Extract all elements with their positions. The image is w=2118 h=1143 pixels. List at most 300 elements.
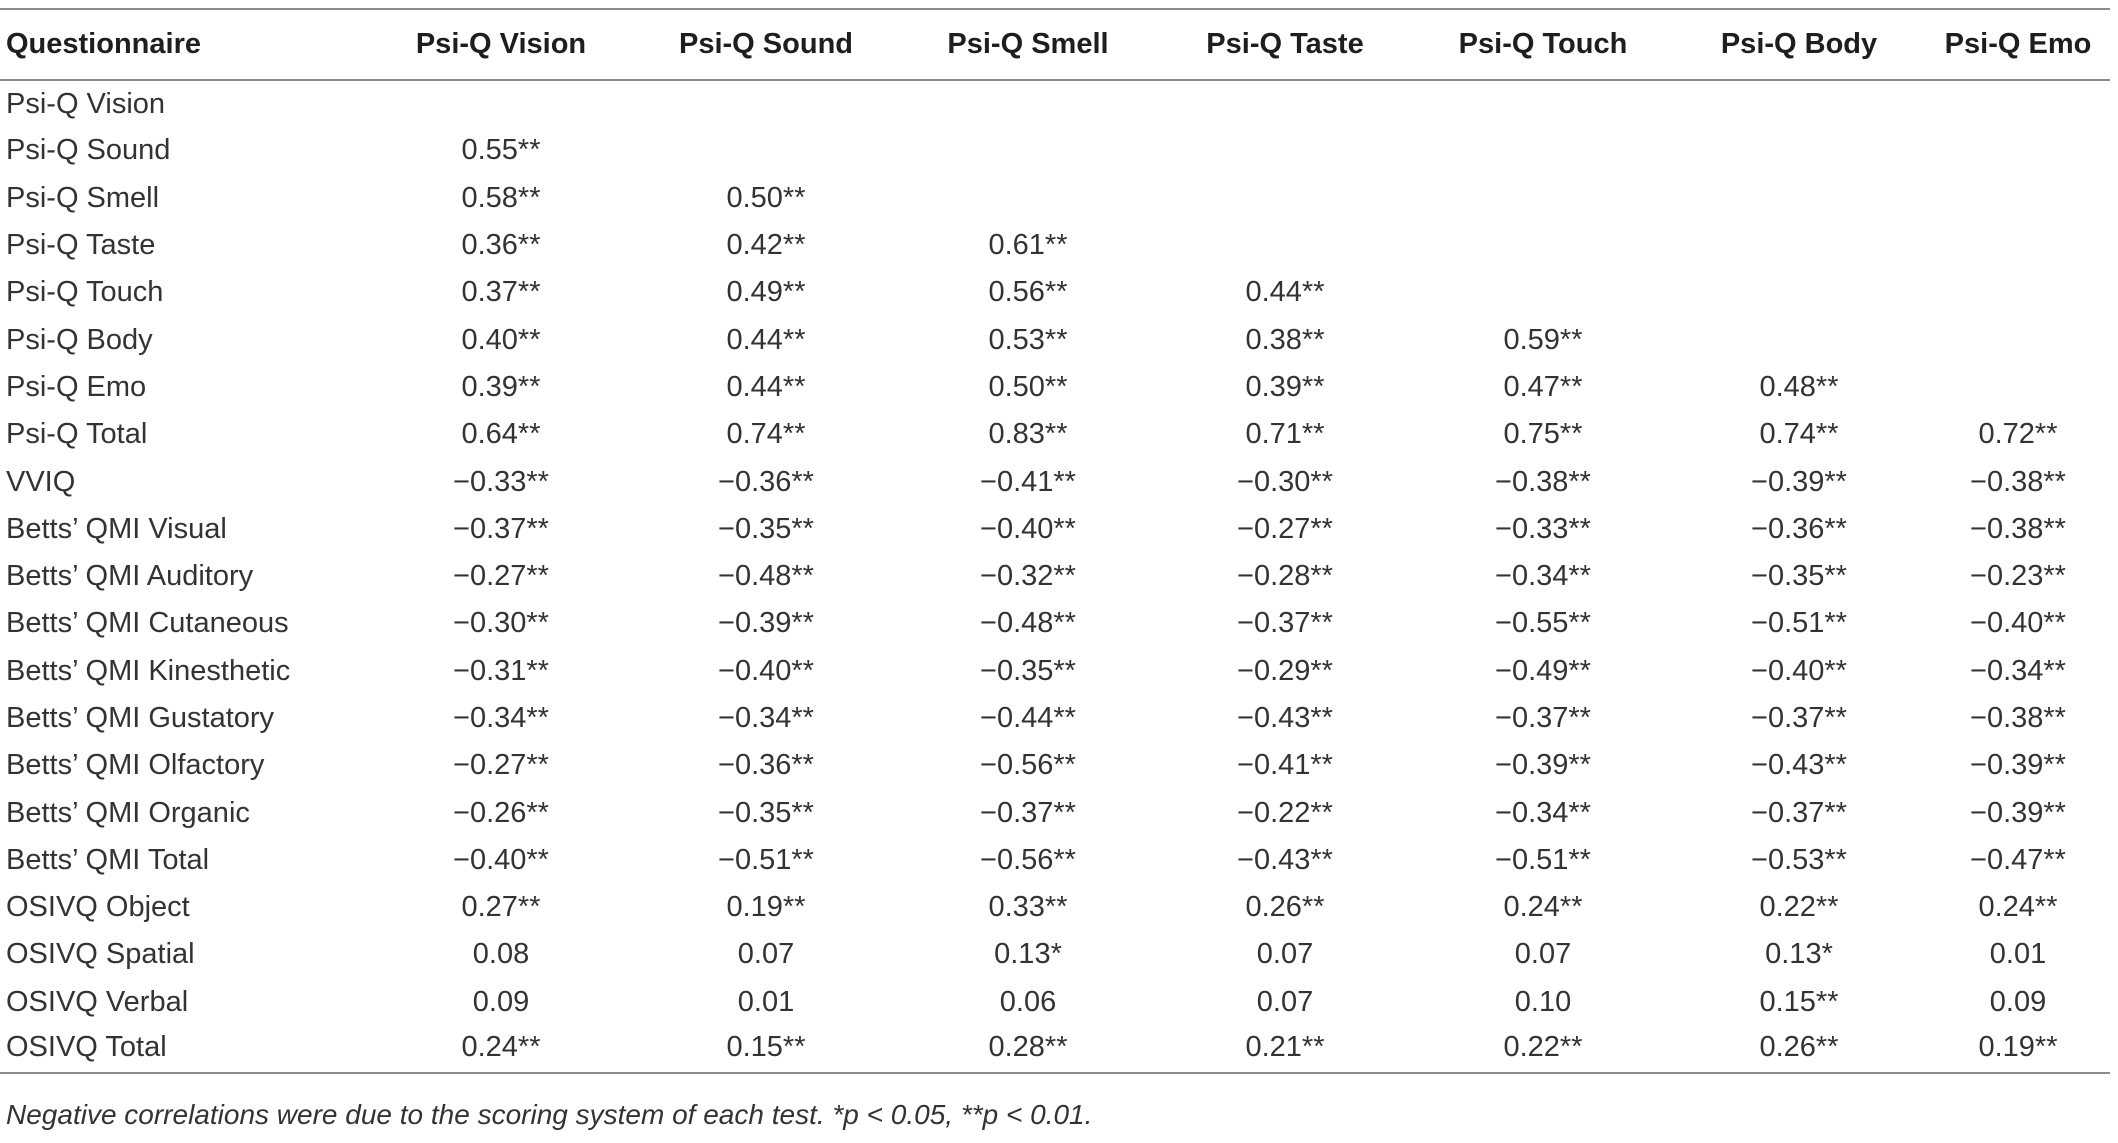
correlation-cell <box>1672 175 1926 222</box>
row-label: Psi-Q Vision <box>6 87 166 120</box>
cell-value: 0.06 <box>999 985 1057 1018</box>
cell-value: 0.09 <box>472 985 530 1018</box>
cell-value: 0.72** <box>1978 418 2058 451</box>
cell-value: −0.37** <box>453 512 549 545</box>
correlation-cell <box>1414 884 1672 931</box>
correlation-cell <box>1926 1026 2110 1073</box>
cell-value: −0.40** <box>1970 607 2066 640</box>
correlation-cell <box>1156 316 1414 363</box>
correlation-cell <box>632 411 900 458</box>
cell-value: −0.34** <box>718 702 814 734</box>
correlation-cell <box>1926 695 2110 742</box>
row-label: Betts’ QMI Cutaneous <box>6 607 289 640</box>
table-header <box>0 9 2110 80</box>
correlation-cell <box>1156 364 1414 411</box>
cell-value: −0.43** <box>1237 843 1333 876</box>
cell-value: 0.44** <box>726 323 806 356</box>
cell-value: 0.59** <box>1503 323 1583 356</box>
row-label: Betts’ QMI Visual <box>6 512 227 545</box>
correlation-cell <box>1926 931 2110 978</box>
cell-value: −0.36** <box>1751 512 1847 545</box>
correlation-cell <box>1672 979 1926 1026</box>
correlation-cell <box>900 269 1156 316</box>
cell-value: 0.75** <box>1503 418 1583 451</box>
table-row <box>0 648 2110 695</box>
correlation-cell <box>1926 600 2110 647</box>
cell-value: −0.41** <box>1237 749 1333 782</box>
table-row <box>0 80 2110 127</box>
cell-value: −0.38** <box>1970 512 2066 545</box>
correlation-cell <box>1414 789 1672 836</box>
correlation-cell <box>1672 80 1926 127</box>
correlation-cell <box>1156 931 1414 978</box>
cell-value: −0.36** <box>718 749 814 782</box>
cell-value: −0.39** <box>718 607 814 640</box>
correlation-cell <box>370 553 632 600</box>
correlation-cell <box>1156 600 1414 647</box>
correlation-cell <box>1926 411 2110 458</box>
table-row <box>0 316 2110 363</box>
cell-value: −0.26** <box>453 796 549 829</box>
correlation-cell <box>370 931 632 978</box>
cell-value: 0.48** <box>1759 370 1839 403</box>
correlation-cell <box>370 316 632 363</box>
cell-value: 0.15** <box>1759 985 1839 1018</box>
table-row <box>0 175 2110 222</box>
correlation-cell <box>900 789 1156 836</box>
correlation-cell <box>900 553 1156 600</box>
row-label: Betts’ QMI Auditory <box>6 560 254 593</box>
correlation-cell <box>632 458 900 505</box>
correlation-cell <box>632 695 900 742</box>
cell-value: −0.56** <box>980 749 1076 782</box>
correlation-cell <box>900 1026 1156 1073</box>
correlation-cell <box>900 458 1156 505</box>
cell-value: −0.31** <box>453 654 549 687</box>
cell-value: 0.26** <box>1245 891 1325 924</box>
correlation-cell <box>632 600 900 647</box>
cell-value: −0.27** <box>453 560 549 593</box>
cell-value: 0.01 <box>737 985 795 1018</box>
correlation-cell <box>1672 411 1926 458</box>
cell-value: −0.49** <box>1495 654 1591 687</box>
correlation-cell <box>1926 222 2110 269</box>
row-label: Psi-Q Taste <box>6 229 156 262</box>
cell-value: 0.15** <box>726 1030 806 1063</box>
correlation-cell <box>1156 789 1414 836</box>
row-label: Betts’ QMI Olfactory <box>6 749 265 782</box>
cell-value: 0.10 <box>1514 985 1572 1018</box>
cell-value: −0.27** <box>1237 512 1333 545</box>
table-row <box>0 600 2110 647</box>
correlation-cell <box>1672 222 1926 269</box>
table-row <box>0 364 2110 411</box>
cell-value: 0.28** <box>988 1030 1068 1063</box>
correlation-cell <box>1156 458 1414 505</box>
correlation-cell <box>1672 316 1926 363</box>
cell-value: −0.23** <box>1970 560 2066 593</box>
correlation-cell <box>370 269 632 316</box>
cell-value: 0.08 <box>472 938 530 971</box>
row-label: OSIVQ Verbal <box>6 985 189 1018</box>
correlation-cell <box>370 695 632 742</box>
correlation-cell <box>1926 979 2110 1026</box>
correlation-cell <box>900 316 1156 363</box>
table-row <box>0 411 2110 458</box>
correlation-cell <box>1414 269 1672 316</box>
correlation-cell <box>370 837 632 884</box>
cell-value: −0.36** <box>718 465 814 498</box>
correlation-cell <box>370 742 632 789</box>
cell-value: 0.39** <box>461 370 541 403</box>
cell-value: −0.38** <box>1495 465 1591 498</box>
table-row <box>0 127 2110 174</box>
correlation-cell <box>370 789 632 836</box>
column-header: Psi-Q Emo <box>1926 9 2110 80</box>
correlation-cell <box>1414 979 1672 1026</box>
correlation-cell <box>370 222 632 269</box>
correlation-cell <box>370 175 632 222</box>
cell-value: 0.22** <box>1759 891 1839 924</box>
table-row <box>0 979 2110 1026</box>
cell-value: 0.21** <box>1245 1030 1325 1063</box>
table-row <box>0 837 2110 884</box>
cell-value: 0.64** <box>461 418 541 451</box>
cell-value: 0.24** <box>1503 891 1583 924</box>
correlation-cell <box>900 506 1156 553</box>
column-header: Psi-Q Body <box>1672 9 1926 80</box>
table-footnote: Negative correlations were due to the scoring system of each test. *p < 0.05, **p < 0.01. <box>6 1099 1093 1130</box>
correlation-cell <box>1926 269 2110 316</box>
correlation-cell <box>1156 222 1414 269</box>
correlation-cell <box>1672 648 1926 695</box>
cell-value: −0.37** <box>1495 702 1591 734</box>
cell-value: −0.39** <box>1751 465 1847 498</box>
row-label: Betts’ QMI Gustatory <box>6 702 275 734</box>
row-label: Psi-Q Touch <box>6 276 164 309</box>
correlation-cell <box>632 80 900 127</box>
cell-value: 0.53** <box>988 323 1068 356</box>
correlation-cell <box>632 553 900 600</box>
correlation-cell <box>900 648 1156 695</box>
correlation-cell <box>1156 1026 1414 1073</box>
correlation-cell <box>1414 80 1672 127</box>
row-label: OSIVQ Spatial <box>6 938 195 971</box>
correlation-cell <box>1672 742 1926 789</box>
cell-value: −0.38** <box>1970 702 2066 734</box>
cell-value: −0.22** <box>1237 796 1333 829</box>
cell-value: 0.13* <box>1765 938 1833 971</box>
correlation-cell <box>632 175 900 222</box>
row-label: Betts’ QMI Total <box>6 843 210 876</box>
cell-value: −0.37** <box>1237 607 1333 640</box>
cell-value: −0.34** <box>453 702 549 734</box>
correlation-cell <box>900 222 1156 269</box>
cell-value: 0.83** <box>988 418 1068 451</box>
row-label: Psi-Q Sound <box>6 134 171 167</box>
correlation-cell <box>1156 742 1414 789</box>
correlation-cell <box>1414 506 1672 553</box>
correlation-cell <box>1672 600 1926 647</box>
correlation-cell <box>632 884 900 931</box>
correlation-cell <box>1414 316 1672 363</box>
correlation-cell <box>1156 269 1414 316</box>
cell-value: 0.61** <box>988 229 1068 262</box>
column-header: Psi-Q Smell <box>900 9 1156 80</box>
correlation-cell <box>1156 884 1414 931</box>
cell-value: −0.48** <box>718 560 814 593</box>
correlation-cell <box>1414 648 1672 695</box>
correlation-cell <box>1414 695 1672 742</box>
cell-value: 0.37** <box>461 276 541 309</box>
correlation-cell <box>370 364 632 411</box>
correlation-cell <box>1926 648 2110 695</box>
cell-value: −0.40** <box>718 654 814 687</box>
table-row <box>0 742 2110 789</box>
correlation-cell <box>1926 127 2110 174</box>
correlation-cell <box>632 1026 900 1073</box>
correlation-cell <box>1156 80 1414 127</box>
correlation-cell <box>632 316 900 363</box>
correlation-cell <box>1156 979 1414 1026</box>
table-row <box>0 931 2110 978</box>
cell-value: 0.13* <box>994 938 1062 971</box>
cell-value: −0.35** <box>718 512 814 545</box>
correlation-cell <box>632 837 900 884</box>
correlation-cell <box>1672 1026 1926 1073</box>
header-row <box>0 9 2110 80</box>
correlation-cell <box>632 222 900 269</box>
correlation-cell <box>900 931 1156 978</box>
cell-value: 0.19** <box>1978 1030 2058 1063</box>
correlation-cell <box>1672 127 1926 174</box>
cell-value: −0.38** <box>1970 465 2066 498</box>
correlation-cell <box>1926 364 2110 411</box>
table-row <box>0 1026 2110 1073</box>
correlation-cell <box>1672 931 1926 978</box>
correlation-cell <box>370 600 632 647</box>
correlation-cell <box>1672 789 1926 836</box>
cell-value: −0.34** <box>1495 796 1591 829</box>
cell-value: −0.39** <box>1970 796 2066 829</box>
cell-value: −0.35** <box>980 654 1076 687</box>
correlation-cell <box>1156 411 1414 458</box>
cell-value: −0.39** <box>1970 749 2066 782</box>
correlation-cell <box>1414 1026 1672 1073</box>
cell-value: 0.24** <box>1978 891 2058 924</box>
correlation-cell <box>1672 837 1926 884</box>
cell-value: 0.42** <box>726 229 806 262</box>
cell-value: −0.27** <box>453 749 549 782</box>
correlation-cell <box>1156 695 1414 742</box>
cell-value: 0.40** <box>461 323 541 356</box>
correlation-cell <box>1156 648 1414 695</box>
correlation-cell <box>1672 506 1926 553</box>
correlation-cell <box>1672 884 1926 931</box>
cell-value: 0.44** <box>1245 276 1325 309</box>
correlation-cell <box>370 80 632 127</box>
row-label: Psi-Q Body <box>6 323 153 356</box>
cell-value: −0.56** <box>980 843 1076 876</box>
cell-value: 0.74** <box>1759 418 1839 451</box>
cell-value: 0.22** <box>1503 1030 1583 1063</box>
table-row <box>0 506 2110 553</box>
cell-value: −0.28** <box>1237 560 1333 593</box>
correlation-cell <box>900 884 1156 931</box>
correlation-cell <box>900 695 1156 742</box>
cell-value: 0.24** <box>461 1030 541 1063</box>
row-label: Psi-Q Emo <box>6 370 147 403</box>
row-label: Psi-Q Total <box>6 418 148 451</box>
correlation-cell <box>900 80 1156 127</box>
correlation-cell <box>1926 80 2110 127</box>
correlation-cell <box>900 127 1156 174</box>
cell-value: 0.07 <box>1256 938 1314 971</box>
cell-value: −0.37** <box>1751 702 1847 734</box>
correlation-cell <box>1414 127 1672 174</box>
correlation-cell <box>1926 742 2110 789</box>
cell-value: −0.55** <box>1495 607 1591 640</box>
cell-value: −0.43** <box>1237 702 1333 734</box>
correlation-cell <box>370 648 632 695</box>
cell-value: 0.07 <box>1256 985 1314 1018</box>
cell-value: 0.47** <box>1503 370 1583 403</box>
cell-value: −0.47** <box>1970 843 2066 876</box>
table-row <box>0 222 2110 269</box>
correlation-table <box>0 8 2110 1074</box>
correlation-cell <box>370 411 632 458</box>
correlation-cell <box>370 506 632 553</box>
cell-value: −0.29** <box>1237 654 1333 687</box>
column-header: Psi-Q Vision <box>370 9 632 80</box>
cell-value: 0.01 <box>1989 938 2047 971</box>
cell-value: −0.33** <box>453 465 549 498</box>
correlation-cell <box>1926 789 2110 836</box>
row-label: VVIQ <box>6 465 76 498</box>
correlation-cell <box>900 175 1156 222</box>
correlation-cell <box>900 364 1156 411</box>
correlation-cell <box>900 411 1156 458</box>
cell-value: −0.30** <box>1237 465 1333 498</box>
cell-value: 0.26** <box>1759 1030 1839 1063</box>
correlation-cell <box>1926 884 2110 931</box>
correlation-cell <box>1414 175 1672 222</box>
cell-value: 0.44** <box>726 370 806 403</box>
correlation-cell <box>1156 837 1414 884</box>
cell-value: −0.51** <box>1751 607 1847 640</box>
correlation-cell <box>632 931 900 978</box>
correlation-cell <box>1156 175 1414 222</box>
cell-value: −0.34** <box>1495 560 1591 593</box>
correlation-cell <box>900 979 1156 1026</box>
cell-value: −0.41** <box>980 465 1076 498</box>
cell-value: −0.33** <box>1495 512 1591 545</box>
correlation-cell <box>1156 127 1414 174</box>
cell-value: 0.74** <box>726 418 806 451</box>
column-header: Psi-Q Touch <box>1414 9 1672 80</box>
correlation-cell <box>1414 742 1672 789</box>
cell-value: −0.40** <box>980 512 1076 545</box>
table-body <box>0 80 2110 1073</box>
table-row <box>0 695 2110 742</box>
correlation-cell <box>632 364 900 411</box>
column-header: Psi-Q Taste <box>1156 9 1414 80</box>
cell-value: −0.35** <box>718 796 814 829</box>
correlation-cell <box>370 127 632 174</box>
correlation-cell <box>900 837 1156 884</box>
cell-value: 0.27** <box>461 891 541 924</box>
cell-value: 0.36** <box>461 229 541 262</box>
cell-value: 0.19** <box>726 891 806 924</box>
correlation-cell <box>1672 269 1926 316</box>
correlation-cell <box>1672 458 1926 505</box>
cell-value: −0.51** <box>1495 843 1591 876</box>
cell-value: 0.39** <box>1245 370 1325 403</box>
column-header-questionnaire: Questionnaire <box>0 9 370 80</box>
cell-value: −0.39** <box>1495 749 1591 782</box>
correlation-cell <box>1414 458 1672 505</box>
cell-value: 0.55** <box>461 134 541 167</box>
cell-value: 0.49** <box>726 276 806 309</box>
cell-value: −0.44** <box>980 702 1076 734</box>
correlation-cell <box>1414 411 1672 458</box>
correlation-cell <box>1672 695 1926 742</box>
correlation-cell <box>370 979 632 1026</box>
cell-value: −0.51** <box>718 843 814 876</box>
cell-value: 0.50** <box>988 370 1068 403</box>
correlation-cell <box>632 127 900 174</box>
correlation-cell <box>1156 506 1414 553</box>
table-row <box>0 269 2110 316</box>
cell-value: −0.48** <box>980 607 1076 640</box>
table-row <box>0 789 2110 836</box>
row-label: Betts’ QMI Kinesthetic <box>6 654 291 687</box>
correlation-cell <box>1672 553 1926 600</box>
cell-value: −0.32** <box>980 560 1076 593</box>
correlation-cell <box>370 884 632 931</box>
row-label: OSIVQ Object <box>6 891 190 924</box>
cell-value: −0.43** <box>1751 749 1847 782</box>
table-row <box>0 553 2110 600</box>
cell-value: −0.35** <box>1751 560 1847 593</box>
correlation-cell <box>1926 553 2110 600</box>
row-label: Psi-Q Smell <box>6 181 160 214</box>
correlation-cell <box>370 1026 632 1073</box>
correlation-cell <box>1414 600 1672 647</box>
correlation-cell <box>1926 175 2110 222</box>
cell-value: −0.34** <box>1970 654 2066 687</box>
cell-value: 0.50** <box>726 181 806 214</box>
correlation-cell <box>1926 316 2110 363</box>
correlation-cell <box>632 789 900 836</box>
correlation-cell <box>1414 222 1672 269</box>
correlation-cell <box>1414 931 1672 978</box>
cell-value: −0.37** <box>1751 796 1847 829</box>
cell-value: 0.56** <box>988 276 1068 309</box>
table-row <box>0 458 2110 505</box>
correlation-cell <box>632 648 900 695</box>
correlation-cell <box>632 269 900 316</box>
cell-value: 0.33** <box>988 891 1068 924</box>
row-label: OSIVQ Total <box>0 1026 370 1073</box>
cell-value: 0.07 <box>1514 938 1572 971</box>
cell-value: 0.07 <box>737 938 795 971</box>
correlation-cell <box>1926 837 2110 884</box>
cell-value: −0.30** <box>453 607 549 640</box>
correlation-cell <box>1414 553 1672 600</box>
cell-value: 0.71** <box>1245 418 1325 451</box>
cell-value: 0.09 <box>1989 985 2047 1018</box>
